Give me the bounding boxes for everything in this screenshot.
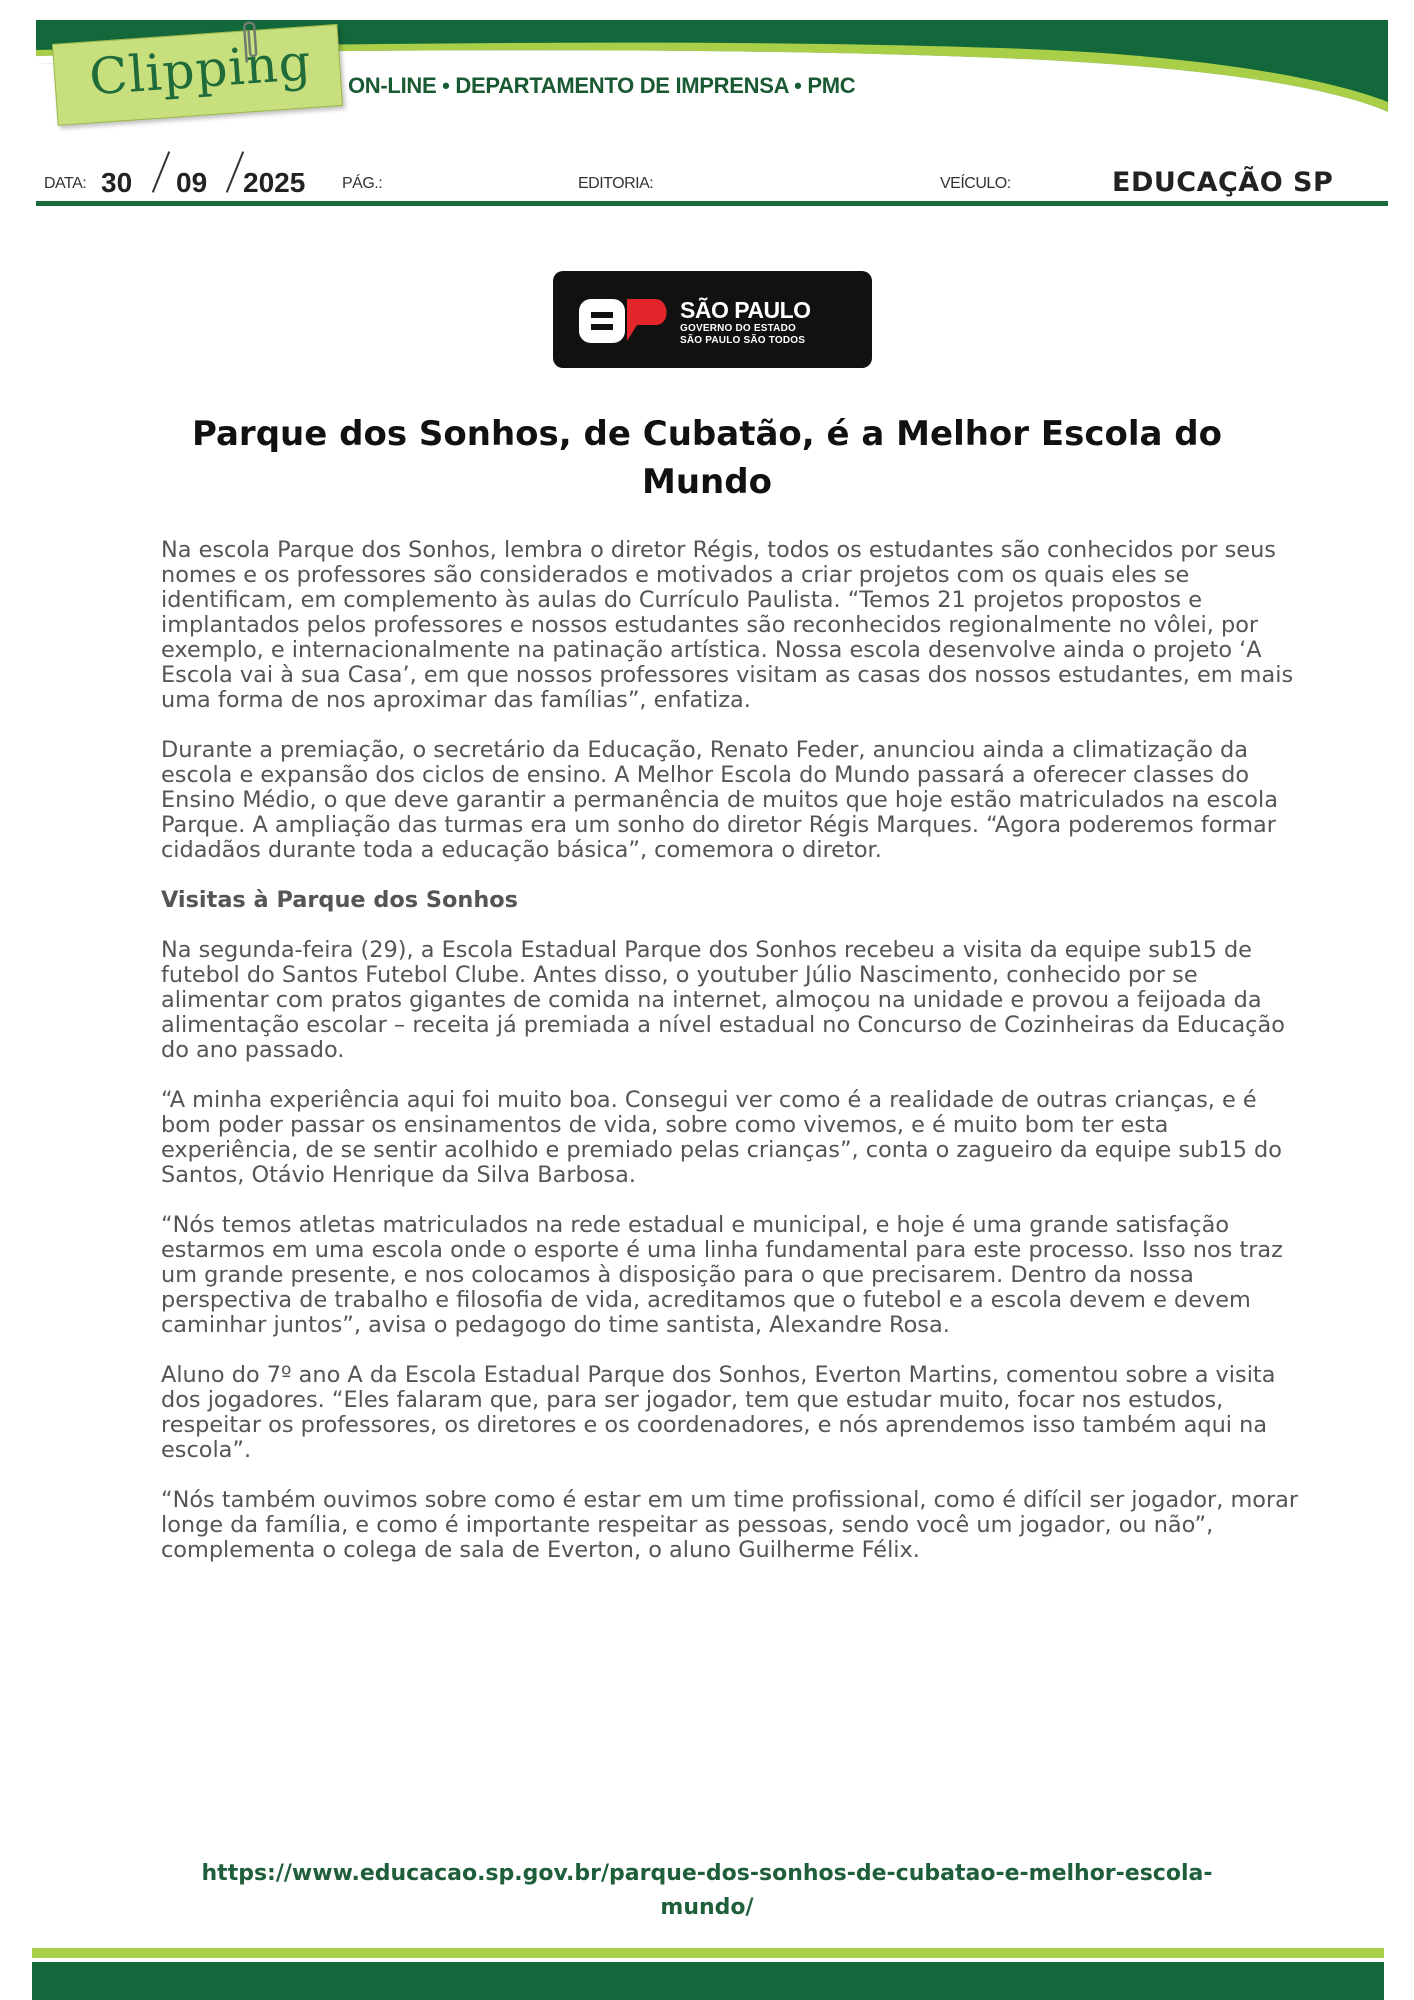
article-paragraph: Aluno do 7º ano A da Escola Estadual Parque dos Sonhos, Everton Martins, comentou sobre a visita dos jogadores. “Eles falaram que, para ser jogador, tem que estudar muito, focar nos estudos, respeitar os professores, os diretores e os coordenadores, e nós aprendemos isso também aqui na escola”. <box>161 1362 1276 1463</box>
article-paragraph: “Nós temos atletas matriculados na rede estadual e municipal, e hoje é uma grande satisfação estarmos em uma escola onde o esporte é uma linha fundamental para este processo. Isso nos traz um grande presente, e nos colocamos à disposição para o que precisarem. Dentro da nossa perspectiva de trabalho e filosofia de vida, acreditamos que o futebol e a escola devem e devem caminhar juntos”, avisa o pedagogo do time santista, Alexandre Rosa. <box>161 1212 1283 1338</box>
article-paragraph: Durante a premiação, o secretário da Educação, Renato Feder, anunciou ainda a climatização da escola e expansão dos ciclos de ensino. A Melhor Escola do Mundo passará a oferecer classes do Ensino Médio, o que deve garantir a permanência de muitos que hoje estão matriculados na escola Parque. A ampliação das turmas era um sonho do diretor Régis Marques. “Agora poderemos formar cidadãos durante toda a educação básica”, comemora o diretor. <box>161 737 1278 863</box>
article-subheading: Visitas à Parque dos Sonhos <box>161 887 518 913</box>
date-year: 2025 <box>243 167 306 198</box>
footer-stripe-light <box>32 1948 1384 1958</box>
logo-title: SÃO PAULO <box>680 297 811 323</box>
header-tagline: ON-LINE • DEPARTAMENTO DE IMPRENSA • PMC <box>348 73 856 98</box>
date-separator <box>152 151 170 193</box>
article-paragraph: “Nós também ouvimos sobre como é estar em um time profissional, como é difícil ser jogador, morar longe da família, e como é importante respeitar as pessoas, sendo você um jogador, ou não”, complementa o colega de sala de Everton, o aluno Guilherme Félix. <box>161 1487 1299 1563</box>
sao-paulo-government-logo <box>553 271 872 368</box>
date-label: DATA: <box>44 175 87 192</box>
article-body <box>161 538 1301 1588</box>
section-label: EDITORIA: <box>578 175 654 192</box>
sp-logo-icon <box>577 297 673 345</box>
article-title: Parque dos Sonhos, de Cubatão, é a Melhor Escola do Mundo <box>191 414 1222 502</box>
article-paragraph: “A minha experiência aqui foi muito boa. Consegui ver como é a realidade de outras crianças, e é bom poder passar os ensinamentos de vida, sobre como vivemos, e é muito bom ter esta experiência, de se sentir acolhido e premiado pelas crianças”, conta o zagueiro da equipe sub15 do Santos, Otávio Henrique da Silva Barbosa. <box>161 1087 1282 1188</box>
meta-divider <box>36 201 1388 206</box>
article-paragraph: Na segunda-feira (29), a Escola Estadual Parque dos Sonhos recebeu a visita da equipe sub15 de futebol do Santos Futebol Clube. Antes disso, o youtuber Júlio Nascimento, conhecido por se alimentar com pratos gigantes de comida na internet, almoçou na unidade e provou a feijoada da alimentação escolar – receita já premiada a nível estadual no Concurso de Cozinheiras da Educação do ano passado. <box>161 937 1285 1063</box>
vehicle-value: EDUCAÇÃO SP <box>1112 167 1334 198</box>
date-separator <box>226 151 244 193</box>
vehicle-label: VEÍCULO: <box>940 175 1011 192</box>
paperclip-icon <box>234 16 267 66</box>
clipping-label: Clipping <box>87 33 314 107</box>
logo-subtitle: GOVERNO DO ESTADO <box>680 323 797 334</box>
page-label: PÁG.: <box>342 175 383 192</box>
logo-slogan: SÃO PAULO SÃO TODOS <box>680 335 806 346</box>
footer-stripe-dark <box>32 1962 1384 2000</box>
date-day: 30 <box>101 167 133 198</box>
source-url-link[interactable]: https://www.educacao.sp.gov.br/parque-dos-sonhos-de-cubatao-e-melhor-escola-mundo/ <box>201 1861 1213 1920</box>
date-month: 09 <box>176 167 208 198</box>
article-paragraph: Na escola Parque dos Sonhos, lembra o diretor Régis, todos os estudantes são conhecidos por seus nomes e os professores são considerados e motivados a criar projetos com os quais eles se identificam, em complemento às aulas do Currículo Paulista. “Temos 21 projetos propostos e implantados pelos professores e nossos estudantes são reconhecidos regionalmente no vôlei, por exemplo, e internacionalmente na patinação artística. Nossa escola desenvolve ainda o projeto ‘A Escola vai à sua Casa’, em que nossos professores visitam as casas dos nossos estudantes, em mais uma forma de nos aproximar das famílias”, enfatiza. <box>161 537 1294 713</box>
